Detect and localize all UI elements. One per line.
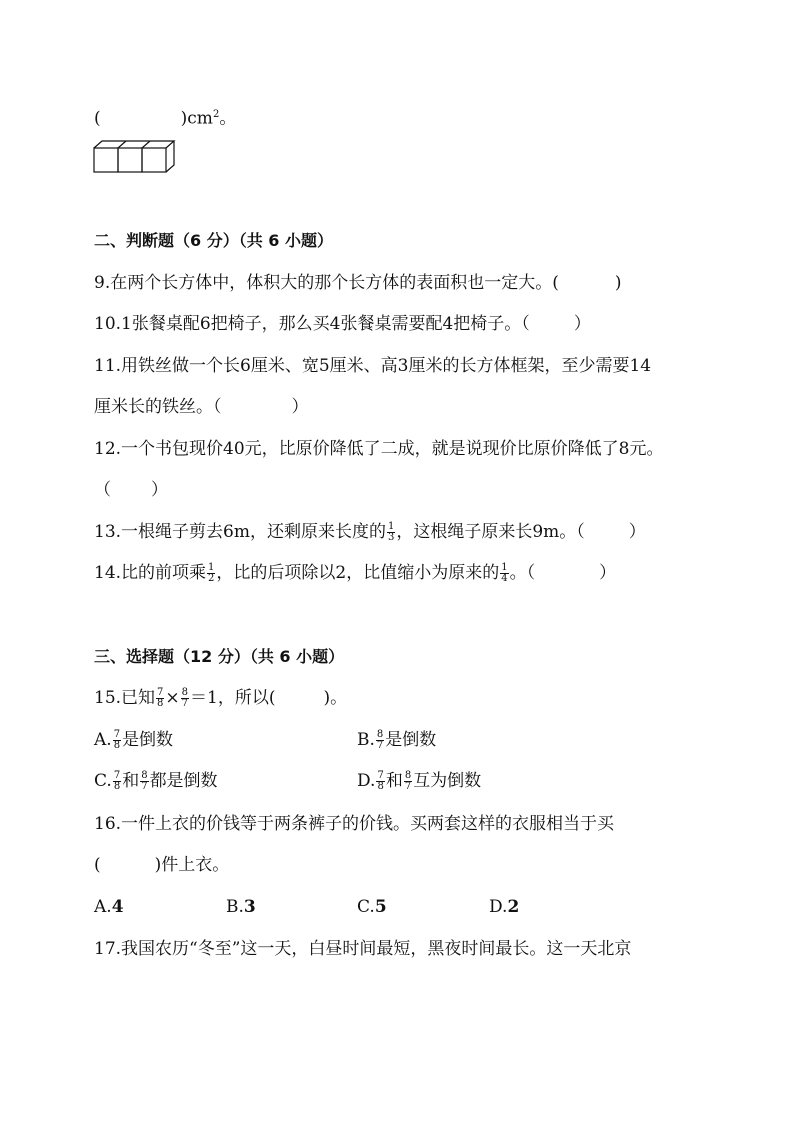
question-11-line2: 厘米长的铁丝。（ ）	[94, 397, 309, 417]
question-17-line1: 17.我国农历“冬至”这一天，白昼时间最短，黑夜时间最长。这一天北京	[94, 939, 632, 959]
fraction: $\frac{7}{8}$	[377, 770, 384, 792]
fraction: $\frac{8}{7}$	[376, 729, 384, 751]
fraction: $\frac{8}{7}$	[141, 770, 148, 792]
q16-option-a: A.4	[94, 897, 124, 917]
question-11-line1: 11.用铁丝做一个长6厘米、宽5厘米、高3厘米的长方体框架，至少需要14	[94, 356, 652, 376]
fraction: $\frac{8}{7}$	[181, 687, 189, 709]
question-13: 13.一根绳子剪去6m，还剩原来长度的 $\frac{1}{3}$ ，这根绳子原来长9m。（ ）	[94, 521, 646, 543]
q15-option-b: B. $\frac{8}{7}$ 是倒数	[357, 729, 437, 751]
q16-option-c: C.5	[357, 897, 387, 917]
fraction: $\frac{1}{3}$	[387, 521, 395, 543]
open-paren: (	[94, 108, 101, 129]
unit: cm	[187, 108, 213, 129]
question-14: 14.比的前项乘 $\frac{1}{2}$ ，比的后项除以2，比值缩小为原来的 $\frac{1}{4}$ 。（ ）	[94, 562, 617, 584]
q15-option-a: A. $\frac{7}{8}$ 是倒数	[94, 729, 174, 751]
three-cubes-figure	[93, 139, 179, 175]
q16-option-b: B.3	[226, 897, 256, 917]
question-15: 15.已知 $\frac{7}{8}$ × $\frac{8}{7}$ ＝1，所以( )。	[94, 687, 348, 709]
q16-option-d: D.2	[489, 897, 520, 917]
question-12-line2: （ ）	[94, 480, 168, 500]
fraction: $\frac{1}{4}$	[501, 562, 508, 584]
close-paren: )	[180, 108, 188, 129]
fraction: $\frac{1}{2}$	[208, 562, 215, 584]
fraction: $\frac{7}{8}$	[113, 770, 121, 792]
q15-option-c: C. $\frac{7}{8}$ 和 $\frac{8}{7}$ 都是倒数	[94, 770, 218, 792]
fraction: $\frac{7}{8}$	[157, 687, 164, 709]
question-9: 9.在两个长方体中，体积大的那个长方体的表面积也一定大。( )	[94, 273, 622, 293]
q8-answer-line: ( )$cm^2$。	[94, 108, 237, 129]
q15-option-d: D. $\frac{7}{8}$ 和 $\frac{8}{7}$ 互为倒数	[357, 770, 482, 792]
fraction: $\frac{8}{7}$	[404, 770, 412, 792]
question-16-line1: 16.一件上衣的价钱等于两条裤子的价钱。买两套这样的衣服相当于买	[94, 814, 615, 834]
section-3-title: 三、选择题（12 分）（共 6 小题）	[94, 647, 345, 666]
question-10: 10.1张餐桌配6把椅子，那么买4张餐桌需要配4把椅子。（ ）	[94, 314, 591, 334]
question-12-line1: 12.一个书包现价40元，比原价降低了二成，就是说现价比原价降低了8元。	[94, 439, 664, 459]
section-2-title: 二、判断题（6 分）（共 6 小题）	[94, 231, 333, 250]
question-16-line2: ( )件上衣。	[94, 855, 230, 875]
fraction: $\frac{7}{8}$	[113, 729, 121, 751]
unit-superscript: 2	[212, 109, 220, 120]
